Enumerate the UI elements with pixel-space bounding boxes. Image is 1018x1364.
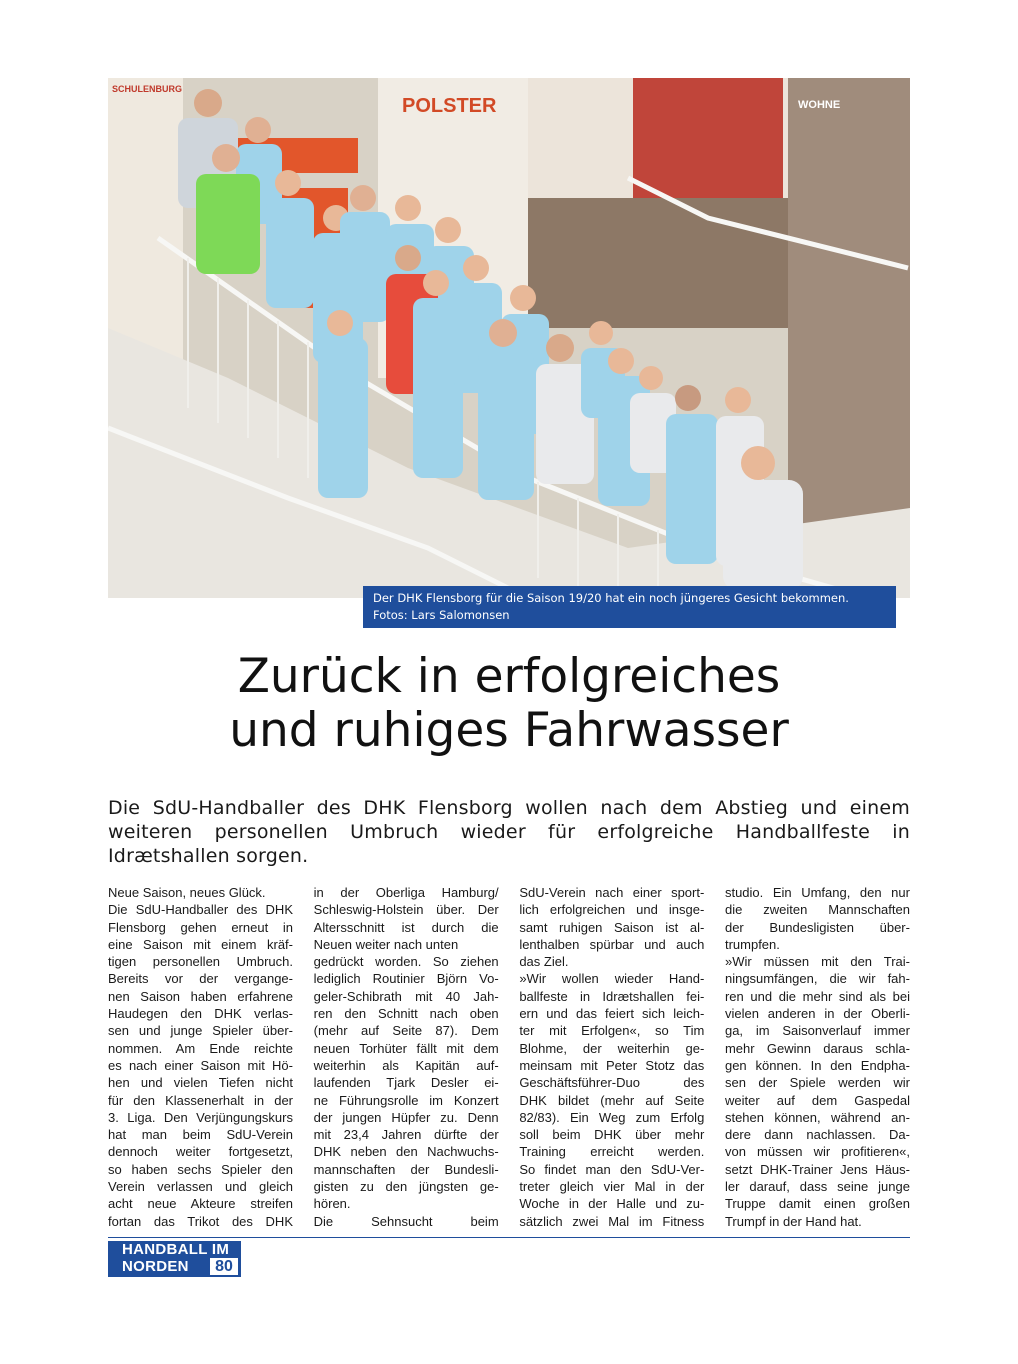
article-line: hören. xyxy=(313,1196,351,1212)
article-line: meinsam mit Peter Stotz das xyxy=(519,1057,705,1073)
article-line: gen können. In den Endpha- xyxy=(724,1057,910,1073)
magazine-logo xyxy=(108,1241,241,1277)
logo-line-1: HANDBALL IM xyxy=(122,1241,230,1258)
article-line: ern und das feiert sich leich- xyxy=(519,1006,705,1022)
article-line: setzt DHK-Trainer Jens Häus- xyxy=(724,1161,910,1177)
article-line: treter gleich vier Mal in der xyxy=(519,1179,705,1195)
article-line: ler darauf, dass seine junge xyxy=(724,1179,910,1195)
article-line: neuen Torhüter fällt mit dem xyxy=(313,1040,499,1056)
page-number: 80 xyxy=(210,1258,238,1275)
article-line: sen der Spiele werden wir xyxy=(724,1075,910,1091)
article-column-3 xyxy=(519,884,704,1229)
headline-line-2: und ruhiges Fahrwasser xyxy=(229,703,789,758)
article-line: Neuen weiter nach unten xyxy=(313,936,459,952)
article-line: soll beim DHK über mehr xyxy=(519,1127,705,1143)
wall-sign: SCHULENBURG xyxy=(112,84,183,94)
article-line: das Ziel. xyxy=(519,954,569,970)
article-line: dere dann nachlassen. Da- xyxy=(724,1127,910,1143)
article-line: Woche in der Halle und zu- xyxy=(519,1196,705,1212)
article-line: samt ruhigen Saison ist al- xyxy=(519,919,705,935)
article-line: so haben sechs Spieler den xyxy=(108,1161,293,1177)
article-line: SdU-Verein nach einer sport- xyxy=(519,885,705,900)
article-line: Bereits vor der vergange- xyxy=(108,971,293,987)
article-line: nommen. Am Ende reichte xyxy=(108,1040,293,1056)
article-line: ren und die mehr sind als bei xyxy=(724,988,910,1004)
article-column-2 xyxy=(314,884,499,1229)
article-line: »Wir müssen mit den Trai- xyxy=(724,954,910,970)
photo-caption xyxy=(363,586,896,628)
article-line: es nach einer Saison mit Hö- xyxy=(108,1057,293,1073)
article-column-4 xyxy=(725,884,910,1229)
article-line: gisten zu den jüngsten ge- xyxy=(313,1179,499,1195)
article-line: dennoch weiter fortgesetzt, xyxy=(108,1144,293,1160)
article-line: der Bundesligisten über- xyxy=(724,919,910,935)
article-line: acht neue Akteure streifen xyxy=(108,1196,293,1212)
article-line: Die SdU-Handballer des DHK xyxy=(108,902,293,918)
article-headline xyxy=(108,650,910,758)
article-line: Die Sehnsucht beim xyxy=(313,1213,499,1229)
article-line: weiter auf dem Gaspedal xyxy=(724,1092,910,1108)
article-line: Neue Saison, neues Glück. xyxy=(108,885,266,900)
article-line: nen Saison haben erfahrene xyxy=(108,988,293,1004)
article-line: Truppe damit einen großen xyxy=(724,1196,910,1212)
article-line: studio. Ein Umfang, den nur xyxy=(724,885,910,900)
article-line: Schleswig-Holstein über. Der xyxy=(313,902,499,918)
article-line: trumpfen. xyxy=(724,936,780,952)
article-line: DHK bildet (mehr auf Seite xyxy=(519,1092,705,1108)
article-line: der jungen Hüpfer zu. Denn xyxy=(313,1109,499,1125)
article-line: Verein verlassen und gleich xyxy=(108,1179,293,1195)
caption-line-1: Der DHK Flensborg für die Saison 19/20 hat ein noch jüngeres Gesicht bekommen. xyxy=(373,591,849,605)
article-line: tigen personellen Umbruch. xyxy=(108,954,293,970)
article-line: ballfeste in Idrætshallen fei- xyxy=(519,988,705,1004)
article-line: sen und junge Spieler über- xyxy=(108,1023,293,1039)
article-line: stehen können, während an- xyxy=(724,1109,910,1125)
article-line: ne Führungsrolle im Konzert xyxy=(313,1092,499,1108)
store-sign: POLSTER xyxy=(402,95,497,117)
article-column-1 xyxy=(108,884,293,1229)
article-line: mit 23,4 Jahren dürfte der xyxy=(313,1127,499,1143)
caption-credit: Fotos: Lars Salomonsen xyxy=(373,608,510,622)
article-intro: Die SdU-Handballer des DHK Flensborg wollen nach dem Abstieg und einem weiteren personellen Umbruch wieder für erfolgreiche Handballfeste in Idrætshallen sorgen. xyxy=(108,797,910,867)
article-line: die zweiten Mannschaften xyxy=(724,902,910,918)
article-line: hen und vielen Tiefen nicht xyxy=(108,1075,293,1091)
article-line: mannschaften der Bundesli- xyxy=(313,1161,499,1177)
article-line: Altersschnitt ist durch die xyxy=(313,919,499,935)
article-line: vielen anderen in der Oberli- xyxy=(724,1006,910,1022)
article-line: sätzlich zwei Mal im Fitness xyxy=(519,1213,705,1229)
article-line: von müssen wir profitieren«, xyxy=(724,1144,910,1160)
article-line: in der Oberliga Hamburg/ xyxy=(313,885,499,900)
article-line: ter mit Erfolgen«, so Tim xyxy=(519,1023,705,1039)
team-photo xyxy=(108,78,910,598)
article-line: »Wir wollen wieder Hand- xyxy=(519,971,705,987)
article-line: 3. Liga. Den Verjüngungskurs xyxy=(108,1109,293,1125)
article-line: lenthalben spürbar und auch xyxy=(519,936,705,952)
article-line: hat man beim SdU-Verein xyxy=(108,1127,293,1143)
footer-rule xyxy=(108,1237,910,1238)
store-sign-right: WOHNE xyxy=(798,99,841,111)
article-line: lediglich Routinier Björn Vo- xyxy=(313,971,499,987)
article-line: Blohme, der weiterhin ge- xyxy=(519,1040,705,1056)
article-line: laufenden Tjark Desler ei- xyxy=(313,1075,499,1091)
article-line: weiterhin als Kapitän auf- xyxy=(313,1057,499,1073)
article-line: geler-Schibrath mit 40 Jah- xyxy=(313,988,499,1004)
article-line: Flensborg gehen erneut in xyxy=(108,919,293,935)
headline-line-1: Zurück in erfolgreiches xyxy=(237,649,781,704)
article-line: 82/83). Ein Weg zum Erfolg xyxy=(519,1109,705,1125)
article-line: ren den Schnitt nach oben xyxy=(313,1006,499,1022)
article-line: ga, im Saisonverlauf immer xyxy=(724,1023,910,1039)
article-line: eine Saison mit einem kräf- xyxy=(108,936,293,952)
article-line: ningsumfängen, die wir fah- xyxy=(724,971,910,987)
article-line: DHK neben den Nachwuchs- xyxy=(313,1144,499,1160)
article-line: Haudegen den DHK verlas- xyxy=(108,1006,293,1022)
team-photo-image xyxy=(108,78,910,598)
article-line: Geschäftsführer-Duo des xyxy=(519,1075,705,1091)
article-line: lich erfolgreichen und insge- xyxy=(519,902,705,918)
article-line: Trumpf in der Hand hat. xyxy=(724,1213,862,1229)
article-line: mehr Gewinn daraus schla- xyxy=(724,1040,910,1056)
article-body xyxy=(108,884,910,1229)
article-line: Training erreicht werden. xyxy=(519,1144,705,1160)
article-line: So findet man den SdU-Ver- xyxy=(519,1161,705,1177)
article-line: (mehr auf Seite 87). Dem xyxy=(313,1023,499,1039)
article-line: fortan das Trikot des DHK xyxy=(108,1213,293,1229)
article-line: für den Klassenerhalt in der xyxy=(108,1092,293,1108)
article-line: gedrückt worden. So ziehen xyxy=(313,954,499,970)
logo-line-2: NORDEN xyxy=(122,1258,189,1275)
